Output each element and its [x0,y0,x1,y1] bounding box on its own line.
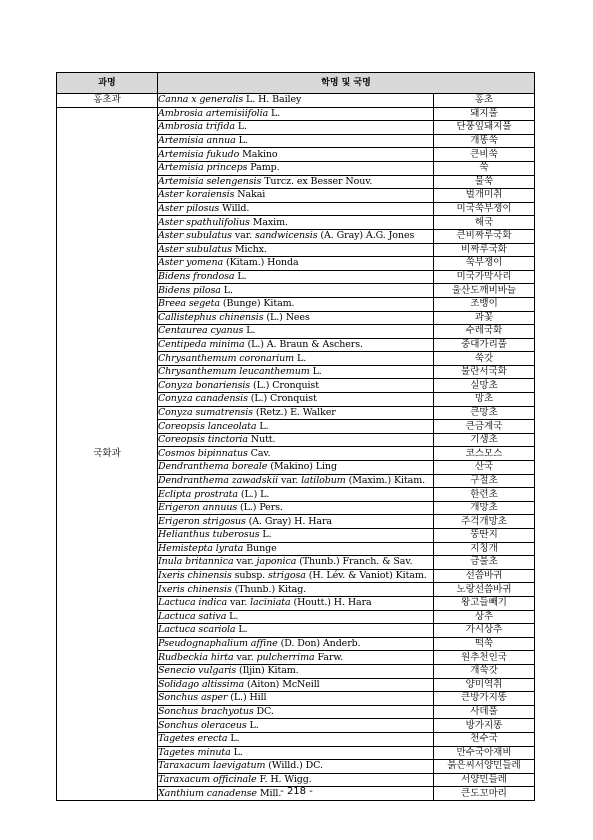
korean-name-cell: 만수국아재비 [434,746,535,760]
genus-name: Pseudognaphalium affine [158,638,278,650]
author-name: L. H. Bailey [243,94,302,106]
korean-name-cell: 조뱅이 [434,297,535,311]
korean-name-cell: 해국 [434,216,535,230]
genus-name: Cosmos bipinnatus [158,447,248,459]
rank-marker: var. [227,597,251,609]
scientific-name-cell [158,338,434,352]
korean-name-cell: 미국가막사리 [434,270,535,284]
author-name: L. [234,271,247,283]
scientific-name-cell [158,678,434,692]
scientific-name-cell [158,651,434,665]
scientific-name-cell [158,148,434,162]
korean-name-cell: 망초 [434,393,535,407]
author-name: L. [256,420,269,432]
korean-name-cell: 개쑥갓 [434,664,535,678]
genus-name: Taraxacum officinale [158,773,257,785]
author-name: (Houtt.) H. Hara [290,597,372,609]
korean-name-cell: 원추천인국 [434,651,535,665]
genus-name: Lactuca indica [158,597,228,609]
scientific-name-cell [158,624,434,638]
genus-name: Artemisia fukudo [158,148,240,160]
korean-name-cell: 상추 [434,610,535,624]
genus-name: Xanthium canadense [158,787,257,799]
genus-name: Conyza canadensis [158,393,248,405]
author-name: L. [246,719,259,731]
korean-name-cell: 실망초 [434,379,535,393]
genus-name: Sonchus asper [158,692,228,704]
scientific-name-cell [158,134,434,148]
scientific-name-cell [158,379,434,393]
genus-name: Aster subulatus [158,230,232,242]
author-name: Nakai [234,189,266,201]
korean-name-cell: 왕고들빼기 [434,596,535,610]
genus-name: Dendranthema zawadskii [158,474,279,486]
scientific-name-cell [158,501,434,515]
korean-name-cell: 큰도꼬마리 [434,787,535,801]
genus-name: Tagetes erecta [158,733,228,745]
scientific-name-cell [158,325,434,339]
author-name: (L.) Nees [263,311,310,323]
scientific-name-cell [158,692,434,706]
author-name: Willd. [219,203,250,215]
korean-name-cell: 사데풀 [434,705,535,719]
author-name: Makino [239,148,278,160]
table-row [57,107,535,121]
scientific-name-cell [158,161,434,175]
infraspecific-name: sandwicensis [254,230,318,242]
author-name: Turcz. ex Besser Nouv. [261,175,373,187]
author-name: (D. Don) Anderb. [277,638,361,650]
korean-name-cell: 큰방가지똥 [434,692,535,706]
scientific-name-cell [158,270,434,284]
korean-name-cell: 미국쑥부쟁이 [434,202,535,216]
scientific-name-cell [158,719,434,733]
genus-name: Artemisia selengensis [158,175,262,187]
author-name: (Kitam.) Honda [223,257,299,269]
genus-name: Coreopsis tinctoria [158,434,248,446]
korean-name-cell: 뚱딴지 [434,529,535,543]
author-name: (Thunb.) Franch. & Sav. [296,556,413,568]
genus-name: Aster pilosus [158,203,220,215]
author-name: L. [226,610,239,622]
genus-name: Centipeda minima [158,338,245,350]
genus-name: Lactuca scariola [158,624,236,636]
korean-name-cell: 한련초 [434,488,535,502]
genus-name: Conyza bonariensis [158,379,251,391]
genus-name: Ambrosia trifida [158,121,235,133]
genus-name: Ambrosia artemisiifolia [158,107,269,119]
author-name: L. [268,107,281,119]
genus-name: Inula britannica [158,556,234,568]
author-name: (Makino) Ling [267,461,337,473]
scientific-name-cell [158,393,434,407]
genus-name: Aster subulatus [158,243,232,255]
genus-name: Aster spathulifolius [158,216,250,228]
korean-name-cell: 구절초 [434,474,535,488]
species-table [56,72,535,801]
scientific-name-cell [158,705,434,719]
author-name: Pamp. [247,162,280,174]
scientific-name-cell [158,175,434,189]
scientific-name-cell [158,243,434,257]
table-header-row [57,73,535,94]
korean-name-cell: 과꽃 [434,311,535,325]
scientific-name-cell [158,229,434,243]
author-name: L. [220,284,233,296]
name-column-header: 학명 및 국명 [158,73,535,94]
author-name: (Bunge) Kitam. [219,298,295,310]
genus-name: Artemisia annua [158,135,236,147]
genus-name: Lactuca sativa [158,610,227,622]
scientific-name-cell [158,746,434,760]
genus-name: Conyza sumatrensis [158,406,253,418]
rank-marker: var. [233,651,257,663]
author-name: (Willd.) DC. [265,760,323,772]
korean-name-cell: 물쑥 [434,175,535,189]
korean-name-cell: 돼지풀 [434,107,535,121]
scientific-name-cell [158,583,434,597]
korean-name-cell: 붉은씨서양민들레 [434,760,535,774]
scientific-name-cell [158,596,434,610]
korean-name-cell: 기생초 [434,433,535,447]
korean-name-cell: 쑥갓 [434,352,535,366]
scientific-name-cell [158,406,434,420]
korean-name-cell: 불란서국화 [434,365,535,379]
scientific-name-cell [158,121,434,135]
author-name: (Aiton) McNeill [244,678,320,690]
genus-name: Tagetes minuta [158,746,231,758]
scientific-name-cell [158,433,434,447]
rank-marker: var. [231,230,255,242]
scientific-name-cell [158,760,434,774]
author-name: (L.) Hill [227,692,267,704]
author-name: L. [309,366,322,378]
scientific-name-cell [158,664,434,678]
author-name: (Retz.) E. Walker [252,406,336,418]
scientific-name-cell [158,461,434,475]
scientific-name-cell [158,515,434,529]
genus-name: Erigeron annuus [158,502,238,514]
rank-marker: subsp. [231,570,269,582]
korean-name-cell: 큰금계국 [434,420,535,434]
author-name: (Maxim.) Kitam. [345,474,426,486]
korean-name-cell: 개망초 [434,501,535,515]
genus-name: Helianthus tuberosus [158,529,260,541]
korean-name-cell: 가시상추 [434,624,535,638]
author-name: L. [294,352,307,364]
author-name: L. [230,746,243,758]
genus-name: Aster koraiensis [158,189,235,201]
genus-name: Taraxacum laevigatum [158,760,266,772]
scientific-name-cell [158,732,434,746]
scientific-name-cell [158,284,434,298]
korean-name-cell: 떡쑥 [434,637,535,651]
family-cell: 국화과 [57,107,158,800]
author-name: L. [235,135,248,147]
infraspecific-name: laciniata [250,597,291,609]
author-name: L. [235,624,248,636]
korean-name-cell: 수레국화 [434,325,535,339]
scientific-name-cell [158,447,434,461]
scientific-name-cell [158,556,434,570]
author-name: (L.) Cronquist [250,379,319,391]
author-name: (L.) L. [237,488,270,500]
genus-name: Ixeris chinensis [158,583,232,595]
genus-name: Erigeron strigosus [158,515,246,527]
korean-name-cell: 큰망초 [434,406,535,420]
table-body [57,94,535,801]
genus-name: Centaurea cyanus [158,325,244,337]
author-name: Maxim. [249,216,288,228]
scientific-name-cell [158,216,434,230]
scientific-name-cell [158,107,434,121]
genus-name: Aster yomena [158,257,224,269]
korean-name-cell: 서양민들레 [434,773,535,787]
korean-name-cell: 코스모스 [434,447,535,461]
scientific-name-cell [158,202,434,216]
genus-name: Ixeris chinensis [158,570,232,582]
korean-name-cell: 지칭개 [434,542,535,556]
author-name: Nutt. [247,434,276,446]
author-name: DC. [253,706,274,718]
scientific-name-cell [158,94,434,108]
scientific-name-cell [158,189,434,203]
genus-name: Chrysanthemum coronarium [158,352,295,364]
scientific-name-cell [158,773,434,787]
korean-name-cell: 양미역취 [434,678,535,692]
korean-name-cell: 큰비짜루국화 [434,229,535,243]
rank-marker: var. [278,474,302,486]
genus-name: Sonchus oleraceus [158,719,247,731]
author-name: L. [234,121,247,133]
author-name: Michx. [231,243,267,255]
korean-name-cell: 노랑선씀바귀 [434,583,535,597]
author-name: L. [243,325,256,337]
genus-name: Hemistepta lyrata [158,542,244,554]
korean-name-cell: 큰비쑥 [434,148,535,162]
genus-name: Breea segeta [158,298,220,310]
author-name: F. H. Wigg. [256,773,312,785]
author-name: L. [259,529,272,541]
scientific-name-cell [158,637,434,651]
author-name: Mill. [256,787,282,799]
scientific-name-cell [158,297,434,311]
author-name: (Thunb.) Kitag. [231,583,307,595]
korean-name-cell: 천수국 [434,732,535,746]
author-name: (L.) A. Braun & Aschers. [244,338,363,350]
korean-name-cell: 주걱개망초 [434,515,535,529]
korean-name-cell: 벌개미취 [434,189,535,203]
korean-name-cell: 개똥쑥 [434,134,535,148]
author-name: (L.) Pers. [237,502,283,514]
author-name: (L.) Cronquist [247,393,317,405]
genus-name: Coreopsis lanceolata [158,420,257,432]
rank-marker: var. [233,556,257,568]
korean-name-cell: 단풍잎돼지풀 [434,121,535,135]
table-row [57,94,535,108]
scientific-name-cell [158,311,434,325]
author-name: Farw. [314,651,344,663]
author-name: L. [227,733,240,745]
infraspecific-name: strigosa [268,570,306,582]
genus-name: Dendranthema boreale [158,461,268,473]
genus-name: Eclipta prostrata [158,488,238,500]
genus-name: Rudbeckia hirta [158,651,234,663]
genus-name: Canna x generalis [158,94,244,106]
genus-name: Sonchus brachyotus [158,706,254,718]
author-name: Cav. [247,447,271,459]
korean-name-cell: 홍초 [434,94,535,108]
scientific-name-cell [158,529,434,543]
korean-name-cell: 쑥 [434,161,535,175]
genus-name: Callistephus chinensis [158,311,264,323]
korean-name-cell: 울산도깨비바늘 [434,284,535,298]
korean-name-cell: 금불초 [434,556,535,570]
korean-name-cell: 산국 [434,461,535,475]
scientific-name-cell [158,365,434,379]
scientific-name-cell [158,352,434,366]
family-cell: 홍초과 [57,94,158,108]
scientific-name-cell [158,569,434,583]
genus-name: Bidens pilosa [158,284,221,296]
scientific-name-cell [158,257,434,271]
author-name: Bunge [243,542,277,554]
genus-name: Senecio vulgaris [158,665,237,677]
korean-name-cell: 선씀바귀 [434,569,535,583]
scientific-name-cell [158,542,434,556]
author-name: (A. Gray) H. Hara [245,515,332,527]
family-column-header: 과명 [57,73,158,94]
author-name: (A. Gray) A.G. Jones [317,230,415,242]
scientific-name-cell [158,488,434,502]
infraspecific-name: japonica [256,556,297,568]
author-name: (H. Lév. & Vaniot) Kitam. [305,570,427,582]
page-number: - 218 - [280,786,313,797]
infraspecific-name: latilobum [301,474,346,486]
author-name: (Iljin) Kitam. [236,665,299,677]
infraspecific-name: pulcherrima [256,651,315,663]
genus-name: Artemisia princeps [158,162,248,174]
scientific-name-cell [158,610,434,624]
genus-name: Chrysanthemum leucanthemum [158,366,310,378]
genus-name: Bidens frondosa [158,271,235,283]
korean-name-cell: 쑥부쟁이 [434,257,535,271]
korean-name-cell: 방가지똥 [434,719,535,733]
korean-name-cell: 중대가리풀 [434,338,535,352]
genus-name: Solidago altissima [158,678,245,690]
korean-name-cell: 비짜루국화 [434,243,535,257]
scientific-name-cell [158,420,434,434]
scientific-name-cell [158,474,434,488]
